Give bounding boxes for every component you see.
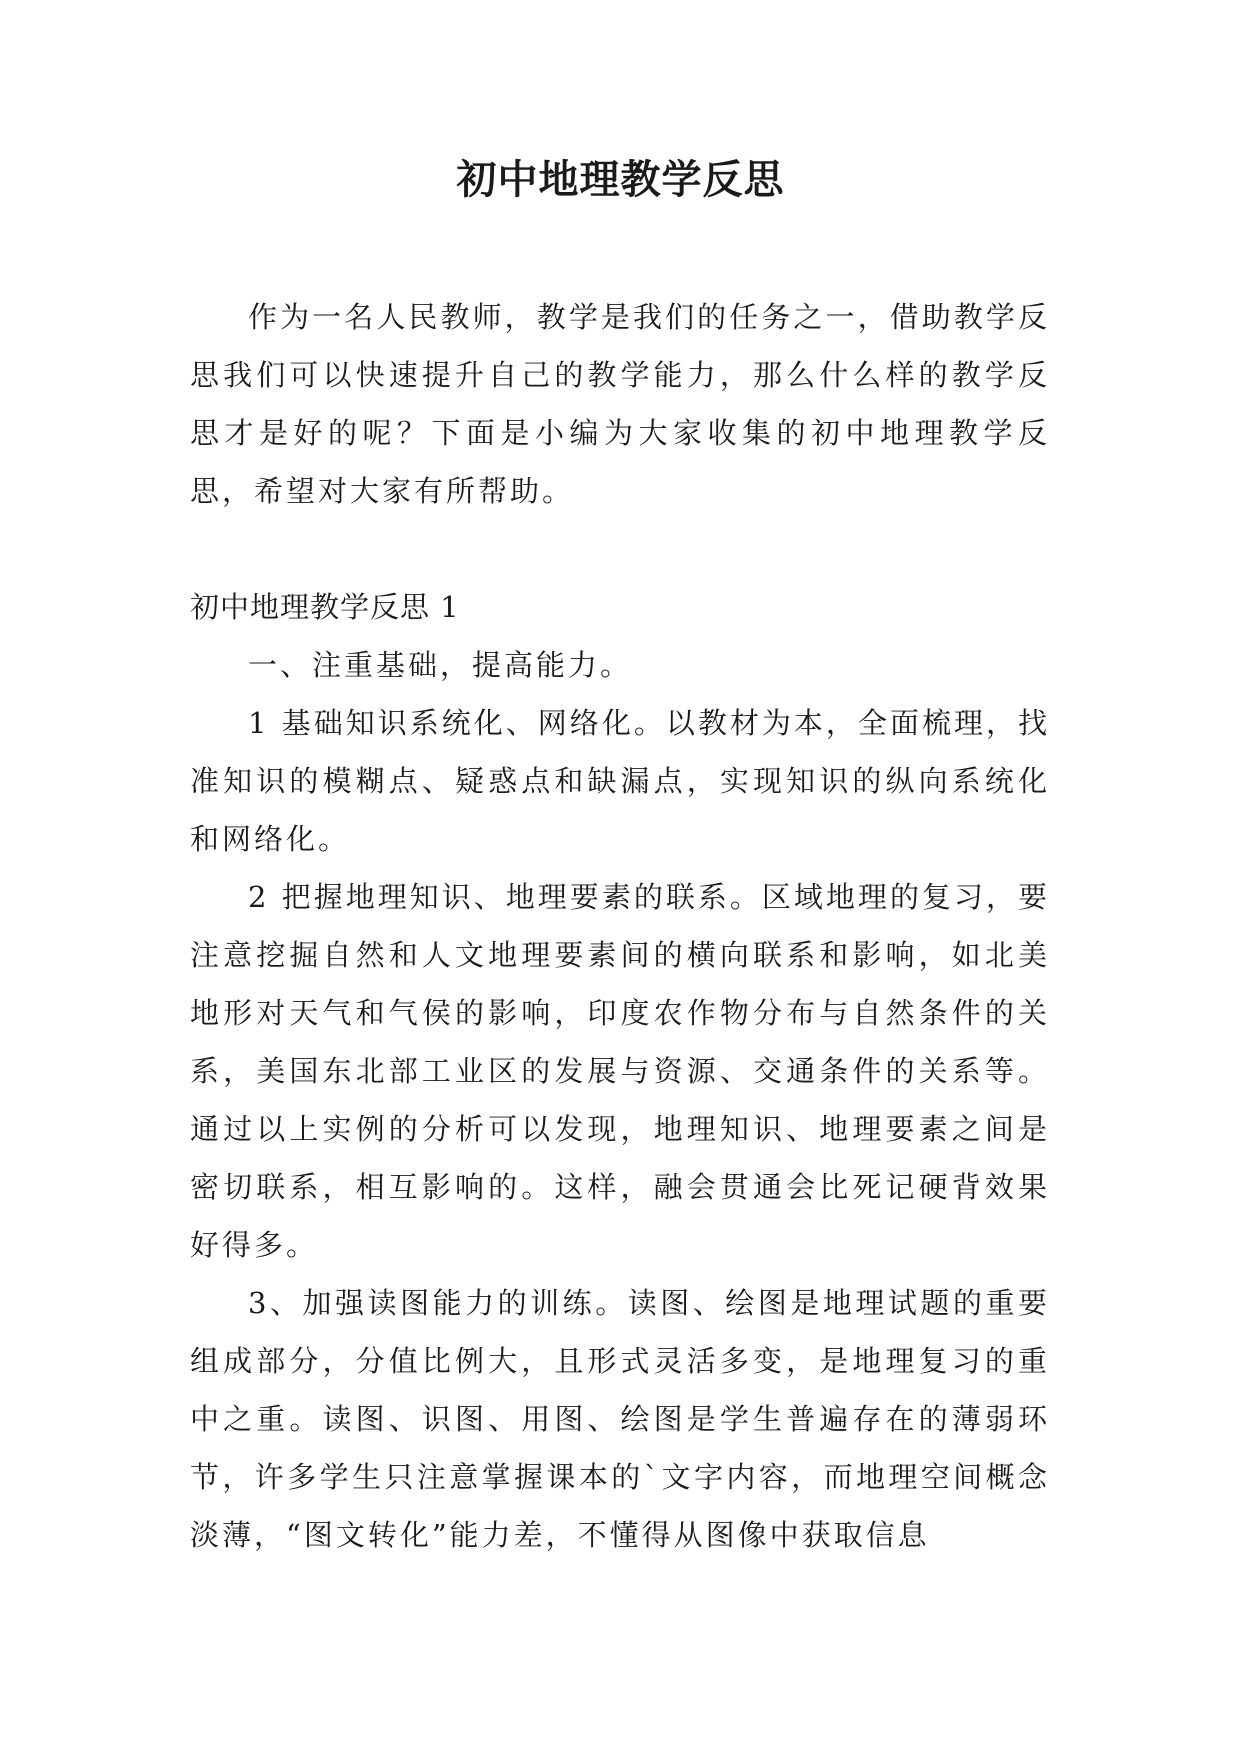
document-title: 初中地理教学反思 bbox=[456, 156, 785, 203]
body-paragraph-1: 一、注重基础，提高能力。 bbox=[248, 648, 633, 682]
body-paragraph-2: 1 基础知识系统化、网络化。以教材为本，全面梳理，找准知识的模糊点、疑惑点和缺漏点，实现知识的纵向系统化和网络化。 bbox=[190, 706, 1050, 856]
section-heading: 初中地理教学反思 1 bbox=[190, 590, 460, 624]
body-paragraph-4: 3、加强读图能力的训练。读图、绘图是地理试题的重要组成部分，分值比例大，且形式灵活多变，是地理复习的重中之重。读图、识图、用图、绘图是学生普遍存在的薄弱环节，许多学生只注意掌握课本的`文字内容，而地理空间概念淡薄，“图文转化”能力差，不懂得从图像中获取信息 bbox=[190, 1286, 1050, 1552]
document-body bbox=[190, 288, 1050, 1564]
body-paragraph-3: 2 把握地理知识、地理要素的联系。区域地理的复习，要注意挖掘自然和人文地理要素间的横向联系和影响，如北美地形对天气和气侯的影响，印度农作物分布与自然条件的关系，美国东北部工业区的发展与资源、交通条件的关系等。通过以上实例的分析可以发现，地理知识、地理要素之间是密切联系，相互影响的。这样，融会贯通会比死记硬背效果好得多。 bbox=[190, 880, 1050, 1262]
intro-paragraph: 作为一名人民教师，教学是我们的任务之一，借助教学反思我们可以快速提升自己的教学能力，那么什么样的教学反思才是好的呢？下面是小编为大家收集的初中地理教学反思，希望对大家有所帮助。 bbox=[190, 300, 1050, 508]
spacer bbox=[190, 520, 1050, 578]
